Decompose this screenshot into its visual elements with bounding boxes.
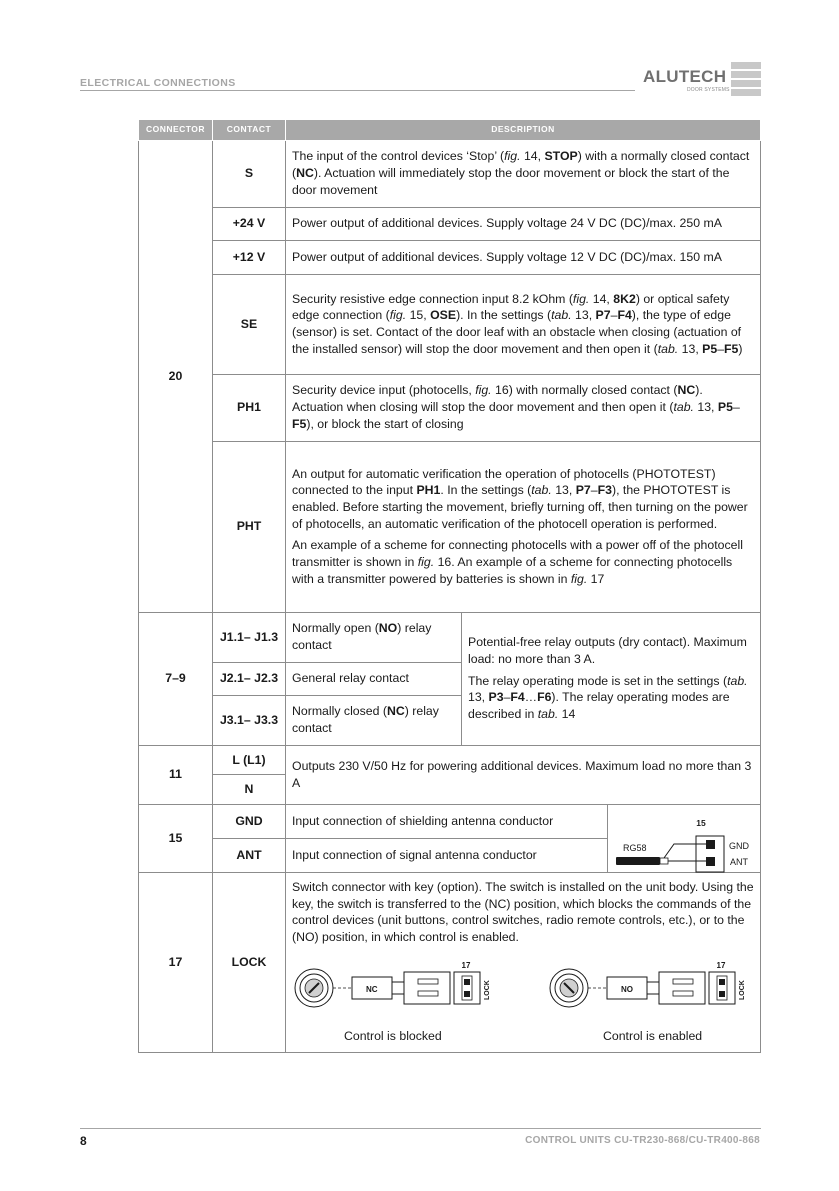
pht-description-2: An example of a scheme for connecting photocells with a power off of the photocell transmitter is shown in fig. 16. An example of a scheme for connecting photocells with a transmitter powered by batteries is shown in fig. 17: [292, 538, 743, 586]
connector-cell: 20: [139, 140, 213, 612]
cable-label: RG58: [623, 843, 647, 854]
contact-cell: PH1: [213, 374, 286, 441]
logo-text: ALUTECH: [643, 67, 727, 86]
section-title: ELECTRICAL CONNECTIONS: [80, 77, 236, 89]
lock-pin-label: LOCK: [739, 979, 746, 1000]
terminal-pin-gnd: [706, 840, 715, 849]
description-cell: [286, 140, 761, 207]
contact-cell: ANT: [213, 838, 286, 872]
coax-cable: [616, 857, 660, 865]
connector-cell: 11: [139, 745, 213, 804]
page-number: 8: [80, 1134, 87, 1148]
lock-figures: [292, 958, 754, 1046]
connections-table: [138, 120, 761, 1053]
table-row: [139, 872, 761, 1052]
j1-description: Normally open (NO) relay contact: [292, 621, 432, 652]
se-description: Security resistive edge connection input 8.2 kOhm (fig. 14, 8K2) or optical safety edge connection (fig. 15, OSE). In the settings (tab. 13, P7–F4), the type of edge (sensor) is set. Contact of the door leaf with an obstacle when closing (actuation of the installed sensor) will stop the door movement and then open it (tab. 13, P5–F5): [292, 291, 743, 356]
description-cell: Outputs 230 V/50 Hz for powering additional devices. Maximum load no more than 3 A: [286, 745, 761, 804]
description-cell: Power output of additional devices. Supply voltage 24 V DC (DC)/max. 250 mA: [286, 207, 761, 240]
contact-cell: J3.1– J3.3: [213, 695, 286, 745]
column-header-contact: CONTACT: [213, 120, 286, 140]
antenna-figure-cell: [608, 804, 761, 872]
lock-description: Switch connector with key (option). The switch is installed on the unit body. Using the key, the switch is transferred to the (NC) position, which blocks the commands of the control devices (unit buttons, control switches, radio remote controls, etc.), or to the (NO) position, in which control is enabled.: [292, 879, 754, 945]
column-header-description: DESCRIPTION: [286, 120, 761, 140]
relay-description-1: Potential-free relay outputs (dry contact). Maximum load: no more than 3 A.: [468, 635, 747, 666]
table-row: [139, 612, 761, 662]
pht-description-1: An output for automatic verification the operation of photocells (PHOTOTEST) connected to the input PH1. In the settings (tab. 13, P7–F3), the PHOTOTEST is enabled. Before starting the movement, briefly turning off, then turning on the power of photocells, an automatic verification of the photocell operation is performed.: [292, 466, 748, 531]
switch-position-label: NO: [621, 984, 633, 994]
ph1-description: Security device input (photocells, fig. 16) with normally closed contact (NC). Actuation when closing will stop the door movement and then open it (tab. 13, P5–F5), or block the start of closing: [292, 383, 740, 431]
description-cell: Input connection of shielding antenna conductor: [286, 804, 608, 838]
relay-shared-description: [462, 612, 761, 745]
lock-pin-label: LOCK: [484, 979, 491, 1000]
contact-cell: S: [213, 140, 286, 207]
description-cell: [286, 441, 761, 612]
figure-number: 15: [696, 818, 706, 829]
cable-shield: [660, 858, 668, 864]
description-cell: Input connection of signal antenna conductor: [286, 838, 608, 872]
plug-connector: [659, 972, 705, 1004]
figure-number: 17: [461, 960, 471, 970]
description-cell: General relay contact: [286, 662, 462, 695]
j3-description: Normally closed (NC) relay contact: [292, 704, 439, 735]
s-description: The input of the control devices ‘Stop’ (fig. 14, STOP) with a normally closed contact (NC). Actuation will immediately stop the door movement or block the start of the door movement: [292, 149, 750, 197]
pin-label-ant: ANT: [730, 857, 748, 868]
description-cell: [286, 274, 761, 374]
table-row: [139, 745, 761, 775]
connector-cell: 17: [139, 872, 213, 1052]
header-rule: [80, 90, 635, 91]
lock-caption-blocked: Control is blocked: [344, 1028, 442, 1043]
connector-cell: 15: [139, 804, 213, 872]
table-row: [139, 804, 761, 838]
lock-diagram-blocked: [292, 958, 497, 1024]
table-row: [139, 140, 761, 207]
table-row: [139, 207, 761, 240]
figure-number: 17: [716, 960, 726, 970]
alutech-logo: [643, 60, 761, 98]
page-header: [80, 58, 761, 98]
table-header-row: [139, 120, 761, 140]
antenna-connection-figure: [608, 812, 760, 868]
description-cell: [286, 612, 462, 662]
description-cell: [286, 872, 761, 1052]
contact-cell: J2.1– J2.3: [213, 662, 286, 695]
contact-cell: +24 V: [213, 207, 286, 240]
connector-cell: 7–9: [139, 612, 213, 745]
contact-cell: +12 V: [213, 240, 286, 274]
logo-subtitle: DOOR SYSTEMS: [687, 87, 730, 93]
table-row: [139, 240, 761, 274]
contact-cell: N: [213, 775, 286, 805]
contact-cell: SE: [213, 274, 286, 374]
lock-figure-enabled: [547, 958, 752, 1046]
description-cell: Power output of additional devices. Supply voltage 12 V DC (DC)/max. 150 mA: [286, 240, 761, 274]
description-cell: [286, 374, 761, 441]
lock-diagram-enabled: [547, 958, 752, 1024]
contact-cell: J1.1– J1.3: [213, 612, 286, 662]
contact-cell: LOCK: [213, 872, 286, 1052]
table-row: [139, 441, 761, 612]
footer-rule: [80, 1128, 761, 1129]
description-cell: [286, 695, 462, 745]
switch-position-label: NC: [366, 984, 378, 994]
lock-figure-blocked: [292, 958, 497, 1046]
plug-connector: [404, 972, 450, 1004]
antenna-diagram: [608, 812, 760, 880]
relay-description-2: The relay operating mode is set in the settings (tab. 13, P3–F4…F6). The relay operating modes are described in tab. 14: [468, 673, 748, 722]
terminal-pin-ant: [706, 857, 715, 866]
logo-bars-icon: [731, 62, 761, 96]
column-header-connector: CONNECTOR: [139, 120, 213, 140]
contact-cell: L (L1): [213, 745, 286, 775]
table-row: [139, 274, 761, 374]
contact-cell: GND: [213, 804, 286, 838]
document-title: CONTROL UNITS CU-TR230-868/CU-TR400-868: [525, 1135, 760, 1146]
lock-caption-enabled: Control is enabled: [603, 1028, 703, 1043]
contact-cell: PHT: [213, 441, 286, 612]
table-row: [139, 374, 761, 441]
pin-label-gnd: GND: [729, 841, 749, 852]
